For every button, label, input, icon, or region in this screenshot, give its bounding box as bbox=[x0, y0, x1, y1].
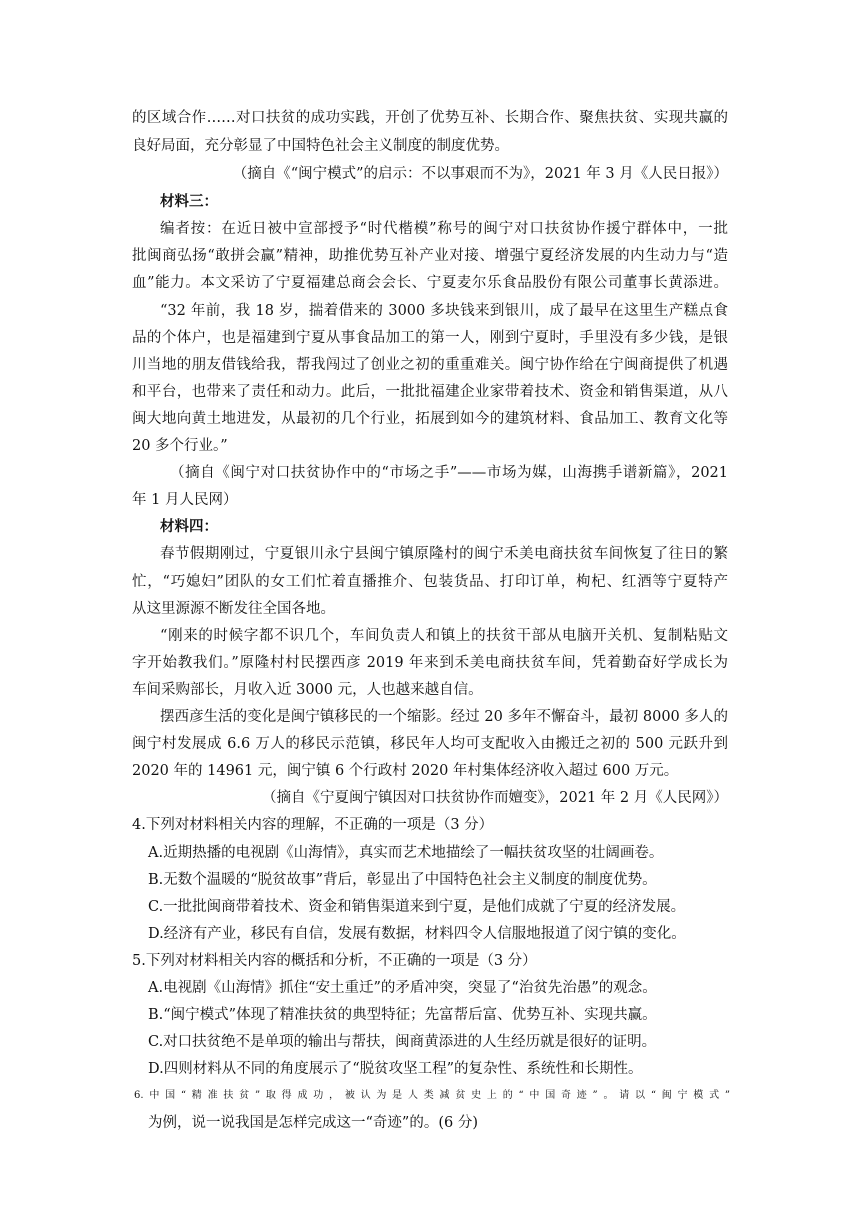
question-5-option-b: B.“闽宁模式”体现了精准扶贫的典型特征；先富帮后富、优势互补、实现共赢。 bbox=[148, 1007, 657, 1023]
question-5-stem: 5.下列对材料相关内容的概括和分析，不正确的一项是（3 分） bbox=[132, 953, 537, 969]
text-line: 血”能力。本文采访了宁夏福建总商会会长、宁夏麦尔乐食品股份有限公司董事长黄添进。 bbox=[132, 275, 728, 291]
text-line: 摆西彦生活的变化是闽宁镇移民的一个缩影。经过 20 多年不懈奋斗，最初 8000 多人的 bbox=[160, 709, 728, 725]
text-line: 闽大地向黄土地进发，从最初的几个行业，拓展到如今的建筑材料、食品加工、教育文化等 bbox=[132, 411, 728, 427]
question-6-stem: 6.中国“精准扶贫”取得成功，被认为是人类减贫史上的“中国奇迹”。请以“闽宁模式” bbox=[134, 1090, 730, 1101]
text-line: 良好局面，充分彰显了中国特色社会主义制度的制度优势。 bbox=[132, 138, 509, 154]
text-line: 2020 年的 14961 元，闽宁镇 6 个行政村 2020 年村集体经济收入超过 600 万元。 bbox=[132, 763, 679, 779]
section-heading: 材料三： bbox=[160, 193, 218, 210]
text-line: 忙，“巧媳妇”团队的女工们忙着直播推介、包装货品、打印订单，枸杞、红酒等宁夏特产 bbox=[132, 574, 728, 590]
text-line: “32 年前，我 18 岁，揣着借来的 3000 多块钱来到银川，成了最早在这里生产糕点食 bbox=[160, 303, 728, 319]
text-line: “刚来的时候字都不识几个，车间负责人和镇上的扶贫干部从电脑开关机、复制粘贴文 bbox=[160, 628, 728, 644]
text-line: 春节假期刚过，宁夏银川永宁县闽宁镇原隆村的闽宁禾美电商扶贫车间恢复了往日的繁 bbox=[160, 546, 728, 562]
source-citation: （摘自《宁夏闽宁镇因对口扶贫协作而嬗变》，2021 年 2 月《人民网》） bbox=[262, 790, 728, 806]
source-citation: 年 1 月人民网） bbox=[132, 492, 238, 508]
question-4-option-d: D.经济有产业，移民有自信，发展有数据，材料四令人信服地报道了闵宁镇的变化。 bbox=[148, 926, 686, 942]
text-line: 20 多个行业。” bbox=[132, 438, 228, 454]
text-line: 批闽商弘扬“敢拼会赢”精神，助推优势互补产业对接、增强宁夏经济发展的内生动力与“造 bbox=[132, 248, 728, 264]
question-5-option-a: A.电视剧《山海情》抓住“安土重迁”的矛盾冲突，突显了“治贫先治愚”的观念。 bbox=[148, 980, 657, 996]
text-line: 车间采购部长，月收入近 3000 元，人也越来越自信。 bbox=[132, 682, 483, 698]
question-4-option-c: C.一批批闽商带着技术、资金和销售渠道来到宁夏，是他们成就了宁夏的经济发展。 bbox=[148, 899, 686, 915]
text-line: 编者按：在近日被中宣部授予“时代楷模”称号的闽宁对口扶贫协作援宁群体中，一批 bbox=[160, 221, 728, 237]
question-4-option-b: B.无数个温暖的“脱贫故事”背后，彰显出了中国特色社会主义制度的制度优势。 bbox=[148, 872, 657, 888]
text-line: 品的个体户，也是福建到宁夏从事食品加工的第一人，刚到宁夏时，手里没有多少钱，是银 bbox=[132, 330, 728, 346]
source-citation: （摘自《“闽宁模式”的启示：不以事艰而不为》，2021 年 3 月《人民日报》） bbox=[232, 166, 728, 182]
question-5-option-c: C.对口扶贫绝不是单项的输出与帮扶，闽商黄添进的人生经历就是很好的证明。 bbox=[148, 1034, 657, 1050]
text-line: 的区域合作……对口扶贫的成功实践，开创了优势互补、长期合作、聚焦扶贫、实现共赢的 bbox=[132, 110, 728, 126]
question-6-stem-continued: 为例，说一说我国是怎样完成这一“奇迹”的。(6 分) bbox=[148, 1115, 478, 1131]
question-4-option-a: A.近期热播的电视剧《山海情》，真实而艺术地描绘了一幅扶贫攻坚的壮阔画卷。 bbox=[148, 845, 664, 861]
source-citation: （摘自《闽宁对口扶贫协作中的“市场之手”——市场为媒，山海携手谱新篇》，2021 bbox=[170, 465, 728, 481]
text-line: 闽宁村发展成 6.6 万人的移民示范镇，移民年人均可支配收入由搬迁之初的 500 元跃升到 bbox=[132, 736, 728, 752]
text-line: 从这里源源不断发往全国各地。 bbox=[132, 601, 335, 617]
text-line: 字开始教我们。”原隆村村民摆西彦 2019 年来到禾美电商扶贫车间，凭着勤奋好学成长为 bbox=[132, 655, 728, 671]
question-4-stem: 4.下列对材料相关内容的理解，不正确的一项是（3 分） bbox=[132, 817, 494, 833]
question-5-option-d: D.四则材料从不同的角度展示了“脱贫攻坚工程”的复杂性、系统性和长期性。 bbox=[148, 1061, 643, 1077]
text-line: 川当地的朋友借钱给我，帮我闯过了创业之初的重重难关。闽宁协作给在宁闽商提供了机遇 bbox=[132, 357, 728, 373]
section-heading: 材料四： bbox=[160, 518, 218, 535]
text-line: 和平台，也带来了责任和动力。此后，一批批福建企业家带着技术、资金和销售渠道，从八 bbox=[132, 384, 728, 400]
